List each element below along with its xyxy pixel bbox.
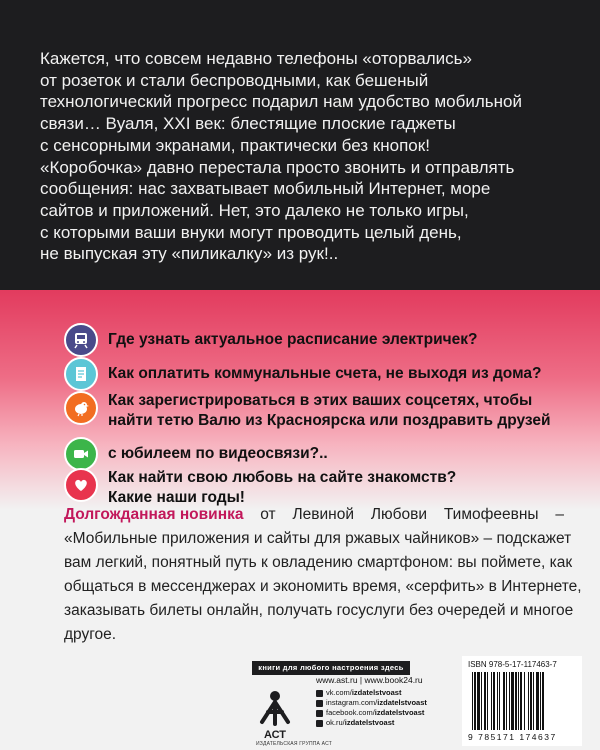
vk-icon bbox=[316, 690, 323, 697]
description-line: «Мобильные приложения и сайты для ржавых чайников» – подскажет bbox=[64, 530, 572, 547]
social-prefix: facebook.com/ bbox=[326, 708, 375, 717]
barcode-bar bbox=[503, 672, 505, 730]
description-word: Левиной bbox=[292, 506, 355, 523]
description-word: от bbox=[260, 506, 276, 523]
question-item bbox=[64, 391, 551, 431]
barcode-bar bbox=[518, 672, 519, 730]
barcode-bar bbox=[530, 672, 532, 730]
publisher-logo-text: АСТ bbox=[263, 729, 287, 741]
barcode-bar bbox=[487, 672, 488, 730]
question-line: найти тетю Валю из Красноярска или поздравить друзей bbox=[108, 412, 551, 429]
social-handle: izdatelstvoast bbox=[344, 718, 395, 727]
question-text bbox=[108, 364, 541, 384]
bird-icon bbox=[64, 391, 98, 425]
bill-icon bbox=[64, 357, 98, 391]
description bbox=[64, 503, 582, 647]
barcode-bar bbox=[520, 672, 522, 730]
description-line: заказывать билеты онлайн, получать госуслуги без очередей и многое bbox=[64, 602, 574, 619]
question-line: с юбилеем по видеосвязи?.. bbox=[108, 445, 328, 462]
description-line: другое. bbox=[64, 626, 117, 643]
barcode-bar bbox=[536, 672, 539, 730]
intro-line: технологический прогресс подарил нам удобство мобильной bbox=[40, 92, 522, 112]
social-link[interactable] bbox=[316, 708, 427, 718]
social-prefix: ok.ru/ bbox=[326, 718, 345, 727]
question-item bbox=[64, 468, 456, 508]
barcode-bar bbox=[499, 672, 500, 730]
intro-line: связи… Вуаля, XXI век: блестящие плоские гаджеты bbox=[40, 114, 456, 134]
facebook-icon bbox=[316, 710, 323, 717]
question-item bbox=[64, 437, 328, 471]
social-handle: izdatelstvoast bbox=[374, 708, 425, 717]
social-link[interactable] bbox=[316, 718, 427, 728]
barcode-bar bbox=[481, 672, 482, 730]
barcode-bar bbox=[491, 672, 492, 730]
question-text bbox=[108, 444, 328, 464]
description-highlight: Долгожданная новинка bbox=[64, 506, 244, 523]
barcode-bar bbox=[497, 672, 498, 730]
intro-line: с которыми ваши внуки могут проводить целый день, bbox=[40, 222, 462, 242]
social-prefix: instagram.com/ bbox=[326, 698, 378, 707]
barcode-bar bbox=[515, 672, 517, 730]
isbn: ISBN 978-5-17-117463-7 bbox=[468, 660, 557, 669]
barcode-bar bbox=[511, 672, 514, 730]
question-item bbox=[64, 357, 541, 391]
video-camera-icon bbox=[64, 437, 98, 471]
barcode-bar bbox=[509, 672, 510, 730]
barcode-bar bbox=[477, 672, 480, 730]
barcode-bar bbox=[493, 672, 495, 730]
website-links[interactable]: www.ast.ru | www.book24.ru bbox=[316, 675, 423, 685]
barcode-bar bbox=[474, 672, 476, 730]
question-line: Какие наши годы! bbox=[108, 489, 245, 506]
publisher-group: ИЗДАТЕЛЬСКАЯ ГРУППА АСТ bbox=[256, 741, 332, 747]
intro-line: от розеток и стали беспроводными, как бешеный bbox=[40, 70, 429, 90]
description-line: вам легкий, понятный путь к овладению смартфоном: вы поймете, как bbox=[64, 554, 573, 571]
barcode-bar bbox=[506, 672, 507, 730]
barcode-bar bbox=[528, 672, 529, 730]
intro-line: сайтов и приложений. Нет, это далеко не только игры, bbox=[40, 200, 469, 220]
intro-line: с сенсорными экранами, практически без кнопок! bbox=[40, 135, 430, 155]
intro-line: Кажется, что совсем недавно телефоны «оторвались» bbox=[40, 49, 472, 68]
question-line: Как оплатить коммунальные счета, не выходя из дома? bbox=[108, 365, 542, 382]
intro-line: сообщения: нас захватывает мобильный Интернет, море bbox=[40, 179, 491, 199]
instagram-icon bbox=[316, 700, 323, 707]
description-line-first bbox=[64, 503, 564, 527]
social-handle: izdatelstvoast bbox=[377, 698, 427, 707]
intro-line: «Коробочка» давно перестала просто звонить и отправлять bbox=[40, 157, 515, 177]
intro-line: не выпуская эту «пиликалку» из рук!.. bbox=[40, 244, 339, 264]
barcode-bar bbox=[472, 672, 473, 730]
question-text bbox=[108, 468, 456, 508]
question-text bbox=[108, 330, 478, 350]
barcode bbox=[470, 672, 576, 730]
barcode-bar bbox=[524, 672, 525, 730]
question-text bbox=[108, 391, 551, 431]
heart-icon bbox=[64, 468, 98, 502]
tagline: книги для любого настроения здесь bbox=[252, 661, 410, 675]
social-link[interactable] bbox=[316, 688, 427, 698]
odnoklassniki-icon bbox=[316, 720, 323, 727]
social-link[interactable] bbox=[316, 698, 427, 708]
barcode-bar bbox=[540, 672, 541, 730]
description-word: – bbox=[555, 506, 564, 523]
description-line: общаться в мессенджерах и экономить время, «серфить» в Интернете, bbox=[64, 578, 582, 595]
social-links bbox=[316, 688, 427, 728]
barcode-number: 9 785171 174637 bbox=[468, 732, 557, 742]
description-word: Любови bbox=[370, 506, 428, 523]
question-line: Как найти свою любовь на сайте знакомств? bbox=[108, 469, 457, 486]
social-handle: izdatelstvoast bbox=[351, 688, 402, 697]
question-line: Где узнать актуальное расписание электричек? bbox=[108, 331, 478, 348]
question-item bbox=[64, 323, 478, 357]
publisher-logo bbox=[254, 684, 296, 742]
question-line: Как зарегистрироваться в этих ваших соцсетях, чтобы bbox=[108, 392, 533, 409]
description-word: Тимофеевны bbox=[443, 506, 539, 523]
intro-text bbox=[40, 48, 560, 265]
train-icon bbox=[64, 323, 98, 357]
barcode-bar bbox=[533, 672, 534, 730]
social-prefix: vk.com/ bbox=[326, 688, 352, 697]
barcode-bar bbox=[484, 672, 486, 730]
intro-panel bbox=[0, 0, 600, 290]
barcode-bar bbox=[542, 672, 544, 730]
